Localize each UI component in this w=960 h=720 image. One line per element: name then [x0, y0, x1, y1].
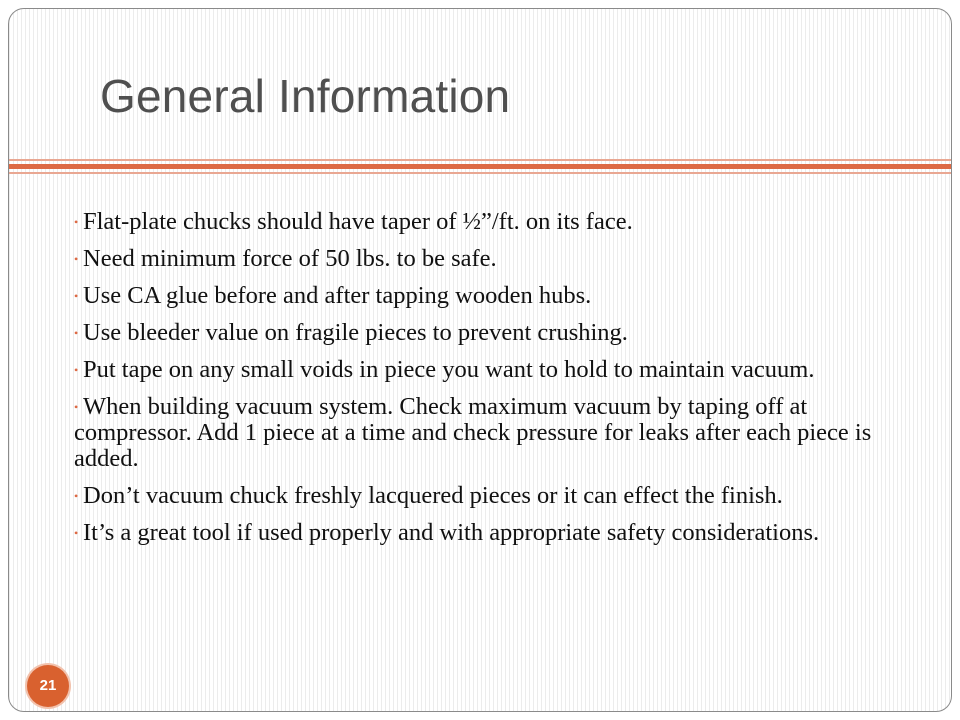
bullet-text: Need minimum force of 50 lbs. to be safe.	[83, 245, 497, 272]
bullet-text: Put tape on any small voids in piece you want to hold to maintain vacuum.	[83, 356, 815, 383]
bullet-text: When building vacuum system. Check maximum vacuum by taping off at compressor. Add 1 piece at a time and check pressure for leaks after each piece is added.	[74, 393, 872, 472]
bullet-text: Use CA glue before and after tapping wooden hubs.	[83, 282, 592, 309]
bullet-text: Don’t vacuum chuck freshly lacquered pieces or it can effect the finish.	[83, 482, 783, 509]
list-item: • Use bleeder value on fragile pieces to prevent crushing.	[74, 319, 628, 346]
list-item: • When building vacuum system. Check maximum vacuum by taping off at compressor. Add 1 piece at a time and check pressure for leaks after each piece is added.	[74, 393, 872, 472]
bullet-text: Flat-plate chucks should have taper of ½”/ft. on its face.	[83, 208, 633, 235]
bullet-text: Use bleeder value on fragile pieces to prevent crushing.	[83, 319, 628, 346]
page-number-badge: 21	[27, 665, 69, 707]
list-item: • Put tape on any small voids in piece you want to hold to maintain vacuum.	[74, 356, 815, 383]
list-item: • Use CA glue before and after tapping wooden hubs.	[74, 282, 592, 309]
list-item: • Flat-plate chucks should have taper of ½”/ft. on its face.	[74, 208, 633, 235]
slide-title: General Information	[100, 70, 511, 122]
bullet-text: It’s a great tool if used properly and with appropriate safety considerations.	[83, 519, 820, 546]
list-item: • It’s a great tool if used properly and with appropriate safety considerations.	[74, 519, 820, 546]
bullet-list	[71, 209, 911, 557]
divider-line-top	[9, 159, 951, 161]
title-divider	[9, 159, 951, 179]
slide-frame	[8, 8, 952, 712]
divider-line-middle	[9, 164, 951, 169]
list-item: • Don’t vacuum chuck freshly lacquered pieces or it can effect the finish.	[74, 482, 783, 509]
divider-line-bottom	[9, 172, 951, 174]
list-item: • Need minimum force of 50 lbs. to be safe.	[74, 245, 497, 272]
